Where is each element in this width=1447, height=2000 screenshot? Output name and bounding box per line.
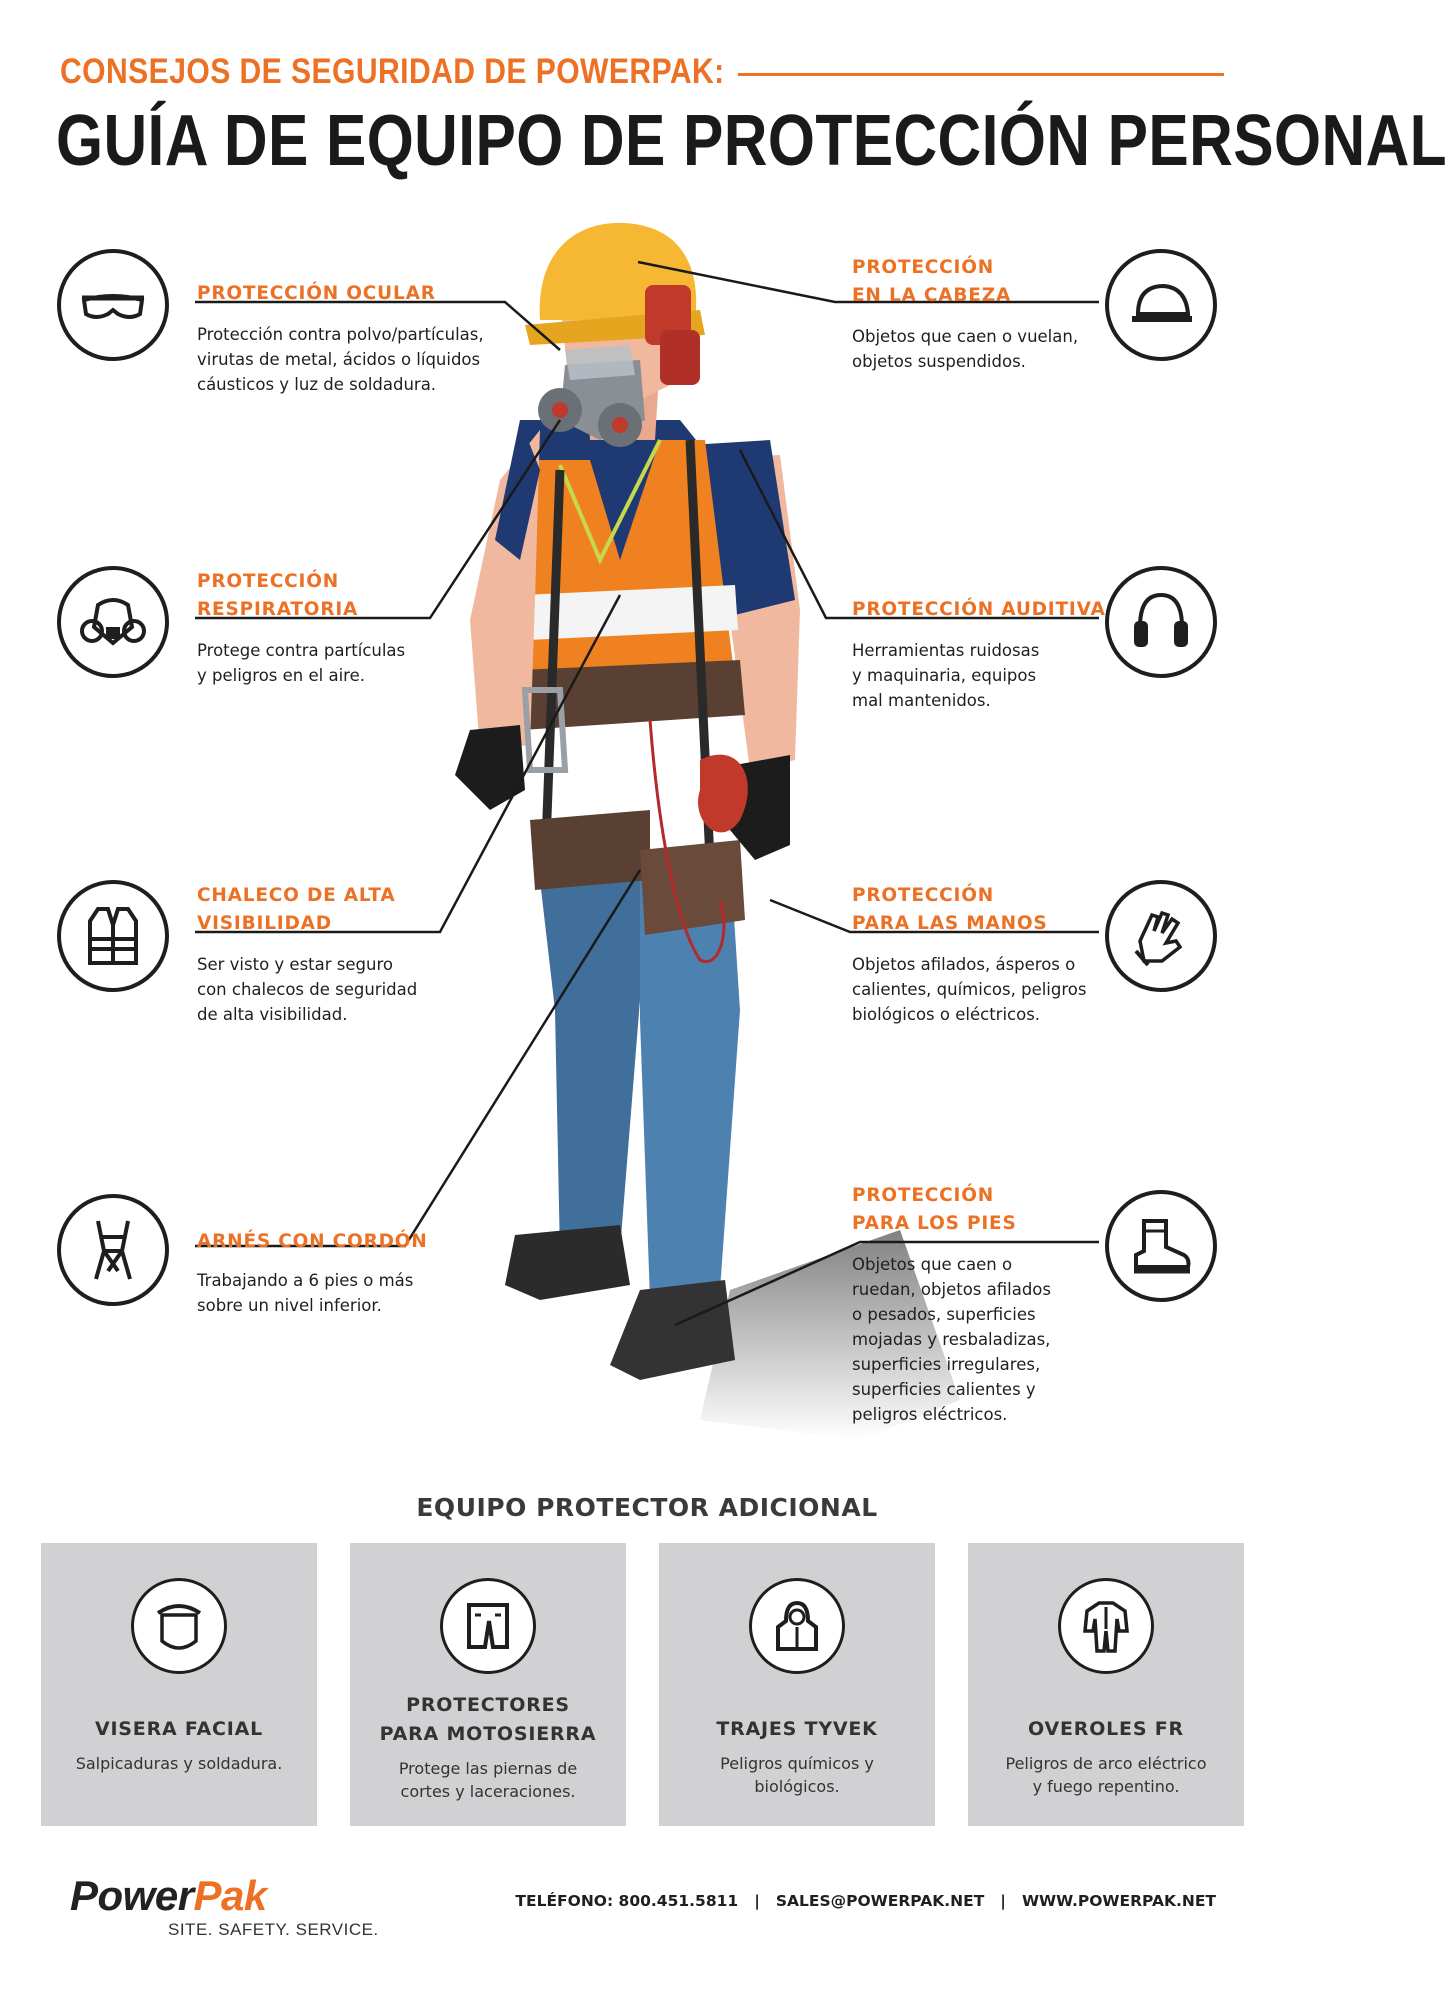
harness-icon bbox=[78, 1215, 148, 1285]
head-protection-title: PROTECCIÓN EN LA CABEZA bbox=[852, 257, 1012, 306]
tyvek-suit-icon bbox=[768, 1597, 826, 1655]
separator: | bbox=[1000, 1892, 1006, 1910]
chainsaw-chaps-icon bbox=[459, 1597, 517, 1655]
hearing-protection-desc: Herramientas ruidosas y maquinaria, equipos mal mantenidos. bbox=[852, 641, 1040, 710]
separator: | bbox=[754, 1892, 760, 1910]
header-kicker: CONSEJOS DE SEGURIDAD DE POWERPAK: bbox=[60, 52, 725, 91]
card-tyvek-suit-title: TRAJES TYVEK bbox=[716, 1718, 878, 1740]
respirator-icon bbox=[78, 587, 148, 657]
contact-phone[interactable]: TELÉFONO: 800.451.5811 bbox=[515, 1892, 739, 1910]
tagline: SITE. SAFETY. SERVICE. bbox=[168, 1920, 379, 1939]
card-fr-coveralls bbox=[968, 1543, 1244, 1826]
contact-email[interactable]: SALES@POWERPAK.NET bbox=[775, 1892, 985, 1910]
foot-protection-title: PROTECCIÓN PARA LOS PIES bbox=[852, 1185, 1017, 1234]
powerpak-logo bbox=[70, 1872, 267, 1920]
hi-vis-vest-icon bbox=[78, 901, 148, 971]
fr-coveralls-icon bbox=[1077, 1597, 1135, 1655]
safety-goggles-icon bbox=[78, 270, 148, 340]
card-face-shield-desc: Salpicaduras y soldadura. bbox=[75, 1754, 283, 1773]
card-chainsaw-chaps-desc: Protege las piernas de cortes y laceraciones. bbox=[398, 1759, 578, 1801]
harness-icon-badge bbox=[57, 1194, 169, 1306]
eye-protection-icon-badge bbox=[57, 249, 169, 361]
hand-protection-title: PROTECCIÓN PARA LAS MANOS bbox=[852, 885, 1048, 934]
additional-section-title: EQUIPO PROTECTOR ADICIONAL bbox=[416, 1493, 878, 1522]
hi-vis-vest-icon-badge bbox=[57, 880, 169, 992]
eye-protection-desc: Protección contra polvo/partículas, virutas de metal, ácidos o líquidos cáusticos y luz de soldadura. bbox=[197, 325, 484, 394]
hand-protection-desc: Objetos afilados, ásperos o calientes, químicos, peligros biológicos o eléctricos. bbox=[852, 955, 1087, 1024]
chainsaw-chaps-icon-badge bbox=[440, 1578, 536, 1674]
card-tyvek-suit bbox=[659, 1543, 935, 1826]
contact-website[interactable]: WWW.POWERPAK.NET bbox=[1021, 1892, 1216, 1910]
respiratory-protection-desc: Protege contra partículas y peligros en el aire. bbox=[197, 641, 406, 685]
respiratory-protection-title: PROTECCIÓN RESPIRATORIA bbox=[197, 571, 359, 620]
respiratory-protection-icon-badge bbox=[57, 566, 169, 678]
head-protection-desc: Objetos que caen o vuelan, objetos suspendidos. bbox=[852, 327, 1079, 371]
hearing-protection-title: PROTECCIÓN AUDITIVA bbox=[852, 599, 1106, 620]
card-fr-coveralls-title: OVEROLES FR bbox=[1028, 1718, 1184, 1740]
hi-vis-vest-desc: Ser visto y estar seguro con chalecos de seguridad de alta visibilidad. bbox=[197, 955, 418, 1024]
tyvek-suit-icon-badge bbox=[749, 1578, 845, 1674]
card-tyvek-suit-desc: Peligros químicos y biológicos. bbox=[720, 1754, 874, 1796]
logo-power: Power bbox=[70, 1872, 194, 1919]
foot-protection-desc: Objetos que caen o ruedan, objetos afilados o pesados, superficies mojadas y resbaladizas, superficies irregulares, superficies calientes y peligros eléctricos. bbox=[852, 1255, 1051, 1424]
contact-bar bbox=[515, 1892, 1216, 1910]
card-face-shield bbox=[41, 1543, 317, 1826]
face-shield-icon bbox=[150, 1597, 208, 1655]
card-fr-coveralls-desc: Peligros de arco eléctrico y fuego repentino. bbox=[1005, 1754, 1207, 1796]
face-shield-icon-badge bbox=[131, 1578, 227, 1674]
card-face-shield-title: VISERA FACIAL bbox=[94, 1718, 264, 1740]
card-chainsaw-chaps-title: PROTECTORES PARA MOTOSIERRA bbox=[379, 1694, 597, 1745]
logo-pak: Pak bbox=[193, 1872, 267, 1919]
harness-title: ARNÉS CON CORDÓN bbox=[197, 1231, 428, 1252]
harness-desc: Trabajando a 6 pies o más sobre un nivel inferior. bbox=[197, 1271, 414, 1315]
hi-vis-vest-title: CHALECO DE ALTA VISIBILIDAD bbox=[197, 885, 396, 934]
card-chainsaw-chaps bbox=[350, 1543, 626, 1826]
fr-coveralls-icon-badge bbox=[1058, 1578, 1154, 1674]
eye-protection-title: PROTECCIÓN OCULAR bbox=[197, 283, 436, 304]
page-title: GUÍA DE EQUIPO DE PROTECCIÓN PERSONAL bbox=[56, 101, 1447, 181]
